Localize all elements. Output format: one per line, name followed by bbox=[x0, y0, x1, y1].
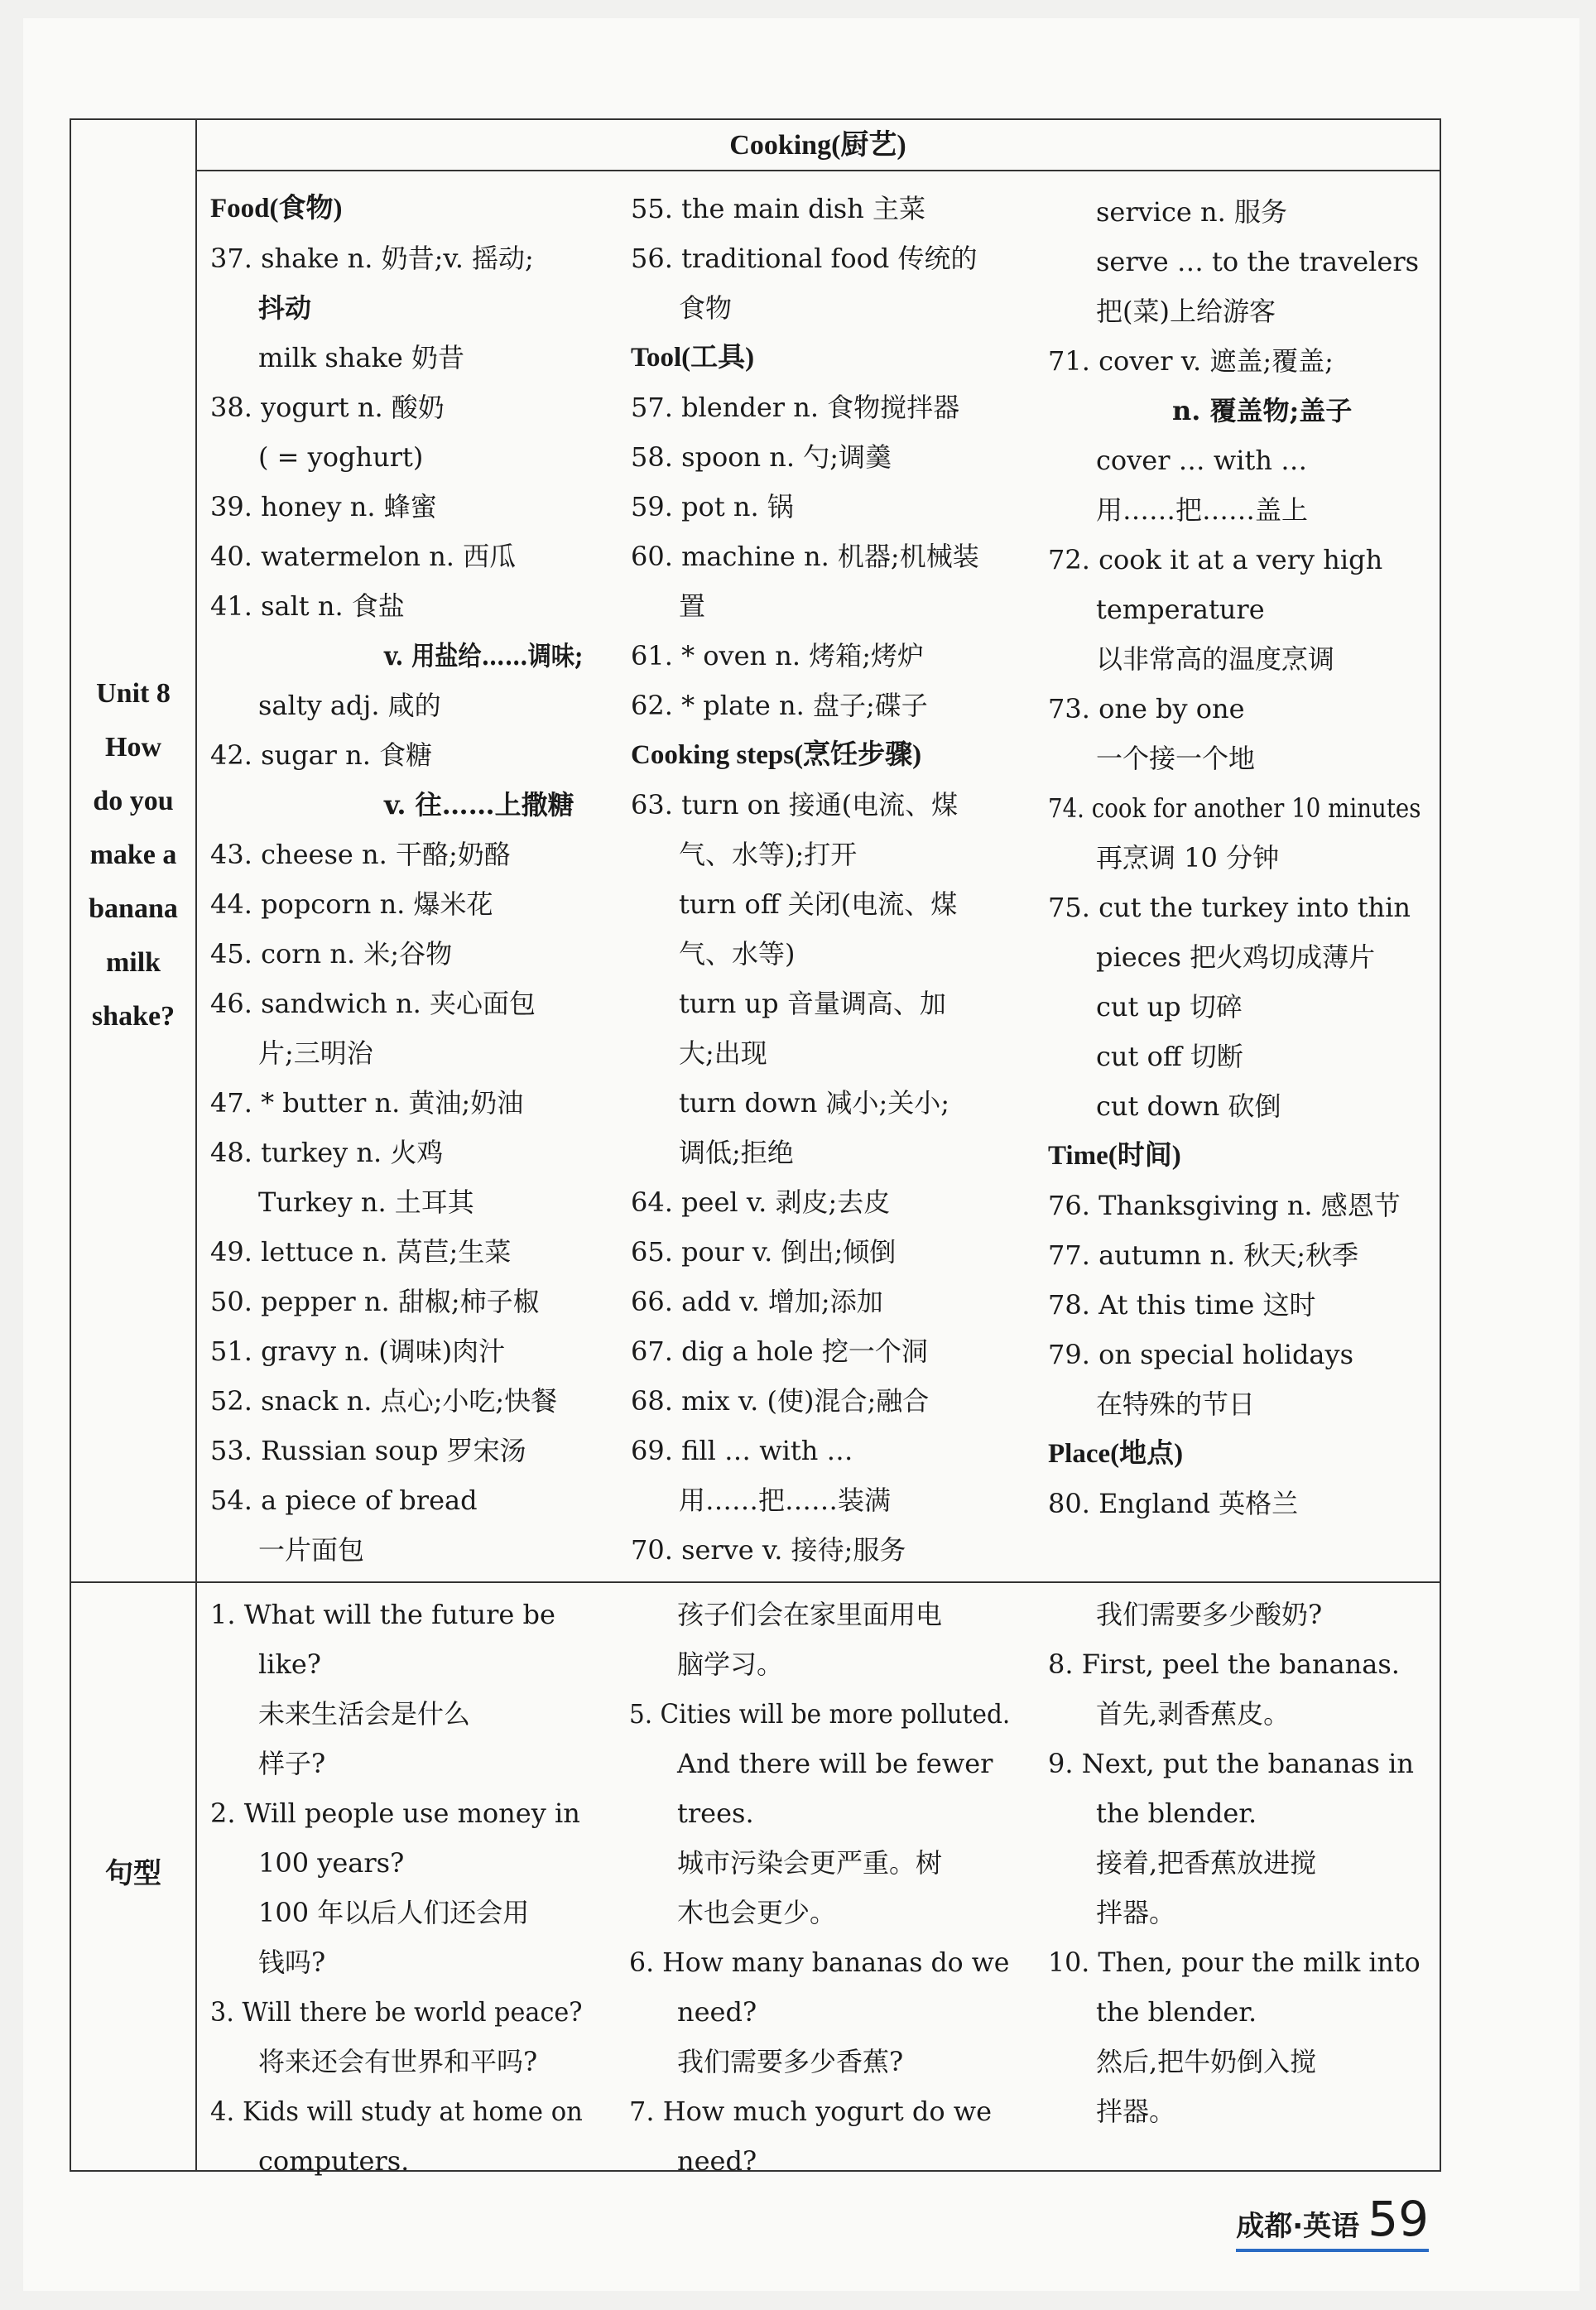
vocab-line: 以非常高的温度烹调 bbox=[1096, 643, 1335, 675]
vocab-line: 44. popcorn n. 爆米花 bbox=[210, 888, 493, 920]
unit-label-line: How bbox=[105, 732, 161, 763]
sentence-line: And there will be fewer bbox=[677, 1748, 993, 1779]
vocab-line: cut up 切碎 bbox=[1096, 991, 1243, 1023]
vocab-line: 47. * butter n. 黄油;奶油 bbox=[210, 1087, 524, 1119]
vocab-line: 50. pepper n. 甜椒;柿子椒 bbox=[210, 1286, 540, 1317]
sentence-line: need? bbox=[677, 1996, 757, 2028]
footer-title: 成都·英语 bbox=[1236, 2210, 1360, 2243]
vocab-line: 71. cover v. 遮盖;覆盖; bbox=[1048, 345, 1334, 377]
vocab-line: 抖动 bbox=[258, 292, 312, 324]
sentence-line: 8. First, peel the bananas. bbox=[1048, 1648, 1400, 1680]
vocab-line: service n. 服务 bbox=[1096, 196, 1287, 228]
vocab-line: 72. cook it at a very high bbox=[1048, 544, 1383, 575]
vocab-line: Food(食物) bbox=[210, 194, 343, 224]
vocab-line: 79. on special holidays bbox=[1048, 1339, 1353, 1370]
vocab-line: cut down 砍倒 bbox=[1096, 1090, 1281, 1122]
sentence-line: 4. Kids will study at home on bbox=[210, 2096, 583, 2127]
page-footer bbox=[1236, 2191, 1429, 2247]
vocab-line: 51. gravy n. (调味)肉汁 bbox=[210, 1335, 506, 1367]
vocab-line: 48. turkey n. 火鸡 bbox=[210, 1137, 444, 1168]
vocab-line: 40. watermelon n. 西瓜 bbox=[210, 541, 517, 572]
sentence-line: 9. Next, put the bananas in bbox=[1048, 1748, 1414, 1779]
sentence-line: like? bbox=[258, 1648, 321, 1680]
vocab-line: 38. yogurt n. 酸奶 bbox=[210, 392, 445, 423]
sentence-line: 2. Will people use money in bbox=[210, 1797, 580, 1829]
vocab-line: 调低;拒绝 bbox=[679, 1137, 794, 1168]
vocab-line: 气、水等);打开 bbox=[679, 839, 858, 870]
sentence-line: 接着,把香蕉放进搅 bbox=[1096, 1847, 1317, 1879]
sentence-line: 脑学习。 bbox=[677, 1648, 784, 1680]
vocab-line: 45. corn n. 米;谷物 bbox=[210, 938, 453, 970]
vocab-line: 一个接一个地 bbox=[1096, 743, 1256, 774]
vocab-line: v. 用盐给……调味; bbox=[384, 640, 584, 671]
unit-label-line: banana bbox=[89, 893, 178, 924]
vocab-line: 78. At this time 这时 bbox=[1048, 1289, 1316, 1321]
sentence-line: 未来生活会是什么 bbox=[258, 1698, 471, 1730]
unit-label bbox=[71, 667, 195, 1043]
sentence-line: 1. What will the future be bbox=[210, 1599, 555, 1630]
table-divider-sentences bbox=[70, 1581, 1440, 1583]
vocab-line: v. 往……上撒糖 bbox=[384, 789, 574, 821]
sentence-line: 木也会更少。 bbox=[677, 1897, 837, 1928]
vocab-line: 56. traditional food 传统的 bbox=[631, 243, 978, 274]
vocab-line: 60. machine n. 机器;机械装 bbox=[631, 541, 979, 572]
sentence-line: 7. How much yogurt do we bbox=[629, 2096, 993, 2127]
vocab-line: 80. England 英格兰 bbox=[1048, 1488, 1299, 1519]
vocab-line: 62. * plate n. 盘子;碟子 bbox=[631, 690, 928, 721]
vocab-line: 65. pour v. 倒出;倾倒 bbox=[631, 1236, 897, 1268]
vocab-line: 53. Russian soup 罗宋汤 bbox=[210, 1435, 526, 1466]
vocab-line: 食物 bbox=[679, 292, 733, 324]
vocab-line: 58. spoon n. 勺;调羹 bbox=[631, 441, 892, 473]
vocab-line: Turkey n. 土耳其 bbox=[258, 1186, 474, 1218]
unit-label-line: do you bbox=[93, 786, 174, 816]
sentence-line: the blender. bbox=[1096, 1797, 1257, 1829]
vocab-line: 69. fill … with … bbox=[631, 1435, 853, 1466]
vocab-line: 70. serve v. 接待;服务 bbox=[631, 1534, 906, 1566]
vocab-line: n. 覆盖物;盖子 bbox=[1172, 395, 1353, 426]
sentence-line: 首先,剥香蕉皮。 bbox=[1096, 1698, 1291, 1730]
vocab-line: 42. sugar n. 食糖 bbox=[210, 739, 433, 771]
vocab-line: Tool(工具) bbox=[631, 343, 755, 373]
vocab-line: 把(菜)上给游客 bbox=[1096, 296, 1276, 327]
vocab-line: 66. add v. 增加;添加 bbox=[631, 1286, 883, 1317]
vocab-line: 39. honey n. 蜂蜜 bbox=[210, 491, 437, 522]
vocab-line: ( = yoghurt) bbox=[258, 441, 424, 473]
vocab-line: cover … with … bbox=[1096, 445, 1308, 476]
sentence-line: computers. bbox=[258, 2145, 410, 2177]
sentence-line: 拌器。 bbox=[1096, 2096, 1176, 2127]
vocab-line: 52. snack n. 点心;小吃;快餐 bbox=[210, 1385, 558, 1417]
table-header-cooking: Cooking(厨艺) bbox=[729, 130, 906, 161]
sentence-line: 拌器。 bbox=[1096, 1897, 1176, 1928]
vocab-line: turn off 关闭(电流、煤 bbox=[679, 888, 958, 920]
vocab-line: Cooking steps(烹饪步骤) bbox=[631, 740, 922, 770]
sentence-line: 将来还会有世界和平吗? bbox=[258, 2046, 538, 2077]
vocab-line: 46. sandwich n. 夹心面包 bbox=[210, 988, 536, 1019]
sentence-line: 5. Cities will be more polluted. bbox=[629, 1698, 1011, 1730]
vocab-line: cut off 切断 bbox=[1096, 1041, 1243, 1072]
vocab-line: turn down 减小;关小; bbox=[679, 1087, 950, 1119]
table-divider-vertical bbox=[195, 118, 197, 2170]
vocab-line: 74. cook for another 10 minutes bbox=[1048, 792, 1421, 824]
vocab-line: temperature bbox=[1096, 594, 1265, 625]
vocab-line: Time(时间) bbox=[1048, 1141, 1181, 1171]
vocab-line: 49. lettuce n. 莴苣;生菜 bbox=[210, 1236, 512, 1268]
vocab-line: 41. salt n. 食盐 bbox=[210, 590, 405, 622]
sentence-line: 我们需要多少酸奶? bbox=[1096, 1599, 1323, 1630]
vocab-line: 用……把……装满 bbox=[679, 1485, 892, 1516]
vocab-line: 37. shake n. 奶昔;v. 摇动; bbox=[210, 243, 534, 274]
sentence-line: 100 年以后人们还会用 bbox=[258, 1897, 530, 1928]
sentence-line: 然后,把牛奶倒入搅 bbox=[1096, 2046, 1317, 2077]
unit-label-line: Unit 8 bbox=[96, 678, 171, 709]
sentence-line: need? bbox=[677, 2145, 757, 2177]
vocab-line: 43. cheese n. 干酪;奶酪 bbox=[210, 839, 511, 870]
vocab-line: 57. blender n. 食物搅拌器 bbox=[631, 392, 960, 423]
vocab-line: 59. pot n. 锅 bbox=[631, 491, 794, 522]
vocab-line: milk shake 奶昔 bbox=[258, 342, 464, 373]
sentence-line: 钱吗? bbox=[258, 1947, 326, 1978]
sentence-line: 孩子们会在家里面用电 bbox=[677, 1599, 943, 1630]
sentence-line: 6. How many bananas do we bbox=[629, 1947, 1010, 1978]
vocab-line: 76. Thanksgiving n. 感恩节 bbox=[1048, 1190, 1401, 1221]
vocab-line: 用……把……盖上 bbox=[1096, 494, 1309, 526]
vocab-line: 一片面包 bbox=[258, 1534, 365, 1566]
table-divider-header bbox=[197, 170, 1440, 171]
vocab-line: 63. turn on 接通(电流、煤 bbox=[631, 789, 959, 821]
vocab-line: 55. the main dish 主菜 bbox=[631, 193, 926, 224]
vocab-line: serve … to the travelers bbox=[1096, 246, 1420, 277]
vocab-line: 61. * oven n. 烤箱;烤炉 bbox=[631, 640, 925, 671]
sentence-line: the blender. bbox=[1096, 1996, 1257, 2028]
sentence-patterns-label: 句型 bbox=[105, 1857, 161, 1890]
vocab-line: pieces 把火鸡切成薄片 bbox=[1096, 941, 1376, 973]
vocab-line: 77. autumn n. 秋天;秋季 bbox=[1048, 1239, 1359, 1271]
sentence-line: trees. bbox=[677, 1797, 754, 1829]
sentence-line: 100 years? bbox=[258, 1847, 405, 1879]
vocab-line: 再烹调 10 分钟 bbox=[1096, 842, 1280, 873]
vocab-line: 75. cut the turkey into thin bbox=[1048, 892, 1411, 923]
vocab-line: salty adj. 咸的 bbox=[258, 690, 441, 721]
vocab-line: 67. dig a hole 挖一个洞 bbox=[631, 1335, 928, 1367]
unit-label-line: milk bbox=[105, 947, 161, 978]
vocab-line: 在特殊的节日 bbox=[1096, 1388, 1256, 1420]
vocab-line: 68. mix v. (使)混合;融合 bbox=[631, 1385, 930, 1417]
sentence-line: 3. Will there be world peace? bbox=[210, 1996, 583, 2028]
vocab-line: 73. one by one bbox=[1048, 693, 1245, 724]
vocab-line: 置 bbox=[679, 590, 706, 622]
unit-label-line: make a bbox=[89, 840, 177, 870]
vocab-line: 气、水等) bbox=[679, 938, 796, 970]
vocab-line: 54. a piece of bread bbox=[210, 1485, 478, 1516]
sentence-line: 10. Then, pour the milk into bbox=[1048, 1947, 1421, 1978]
sentence-line: 城市污染会更严重。树 bbox=[677, 1847, 943, 1879]
vocab-line: 片;三明治 bbox=[258, 1037, 373, 1069]
vocab-line: 64. peel v. 剥皮;去皮 bbox=[631, 1186, 891, 1218]
sentence-line: 样子? bbox=[258, 1748, 326, 1779]
page-number: 59 bbox=[1368, 2191, 1429, 2247]
footer-underline bbox=[1236, 2249, 1429, 2252]
sentence-line: 我们需要多少香蕉? bbox=[677, 2046, 904, 2077]
vocab-line: turn up 音量调高、加 bbox=[679, 988, 946, 1019]
unit-label-line: shake? bbox=[91, 1001, 175, 1032]
vocab-line: 大;出现 bbox=[679, 1037, 767, 1069]
vocab-line: Place(地点) bbox=[1048, 1439, 1184, 1469]
